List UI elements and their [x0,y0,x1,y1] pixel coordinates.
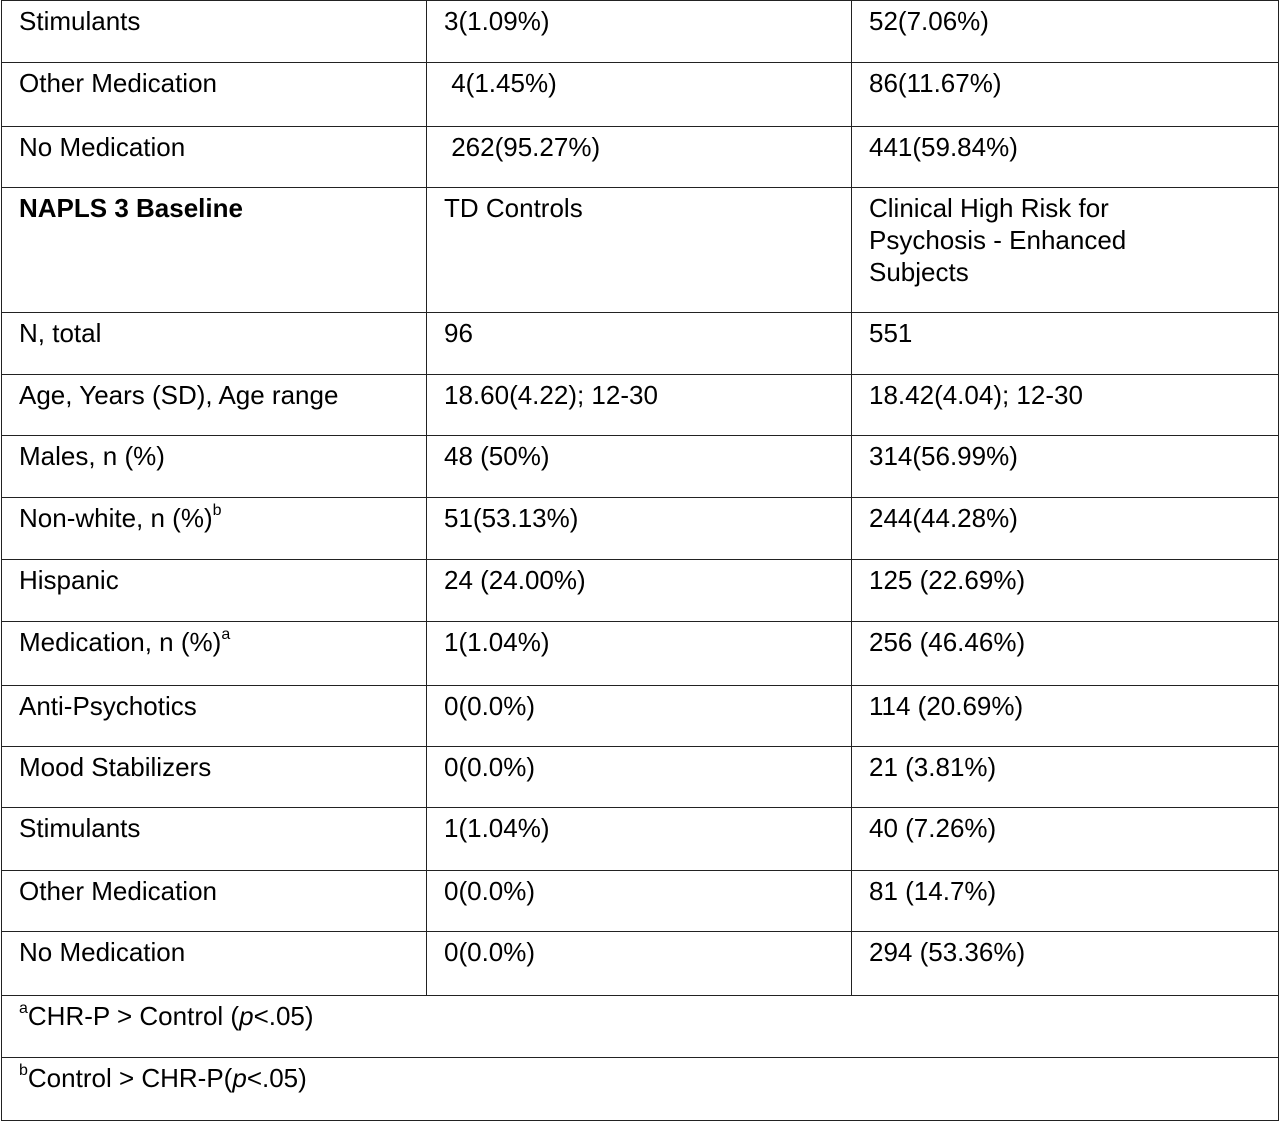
footnote-marker: a [19,1000,28,1018]
td-controls-value: 4(1.45%) [427,63,852,127]
table-row [2,436,1279,498]
td-controls-value: 24 (24.00%) [427,560,852,622]
td-controls-value: 0(0.0%) [427,871,852,932]
table-row [2,498,1279,560]
footnote-italic-p: p [239,1001,254,1031]
td-controls-value: 1(1.04%) [427,808,852,871]
row-label: No Medication [2,932,427,996]
table-row [2,560,1279,622]
footnote-italic-p: p [232,1063,247,1093]
row-label [2,498,427,560]
row-label: Anti-Psychotics [2,686,427,747]
row-label: Mood Stabilizers [2,747,427,808]
chr-value: 441(59.84%) [852,127,1279,188]
chr-value: 551 [852,313,1279,375]
row-label [2,622,427,686]
section-header-row [2,188,1279,313]
row-label: Stimulants [2,808,427,871]
footnote-text: Control > CHR-P( [27,1063,233,1093]
chr-value: 40 (7.26%) [852,808,1279,871]
table-row [2,63,1279,127]
row-label: Males, n (%) [2,436,427,498]
row-label: Stimulants [2,1,427,63]
row-label: N, total [2,313,427,375]
footnote-row [2,996,1279,1058]
row-label: Age, Years (SD), Age range [2,375,427,436]
footnote-b [2,1058,1279,1121]
table-row [2,686,1279,747]
td-controls-value: 51(53.13%) [427,498,852,560]
td-controls-value: 0(0.0%) [427,747,852,808]
table-row [2,871,1279,932]
row-label: Hispanic [2,560,427,622]
chr-value: 18.42(4.04); 12-30 [852,375,1279,436]
chr-value: 314(56.99%) [852,436,1279,498]
chr-value: 52(7.06%) [852,1,1279,63]
column-header-td-controls: TD Controls [427,188,852,313]
table-row [2,747,1279,808]
chr-value: 294 (53.36%) [852,932,1279,996]
footnote-text: <.05) [246,1063,307,1093]
chr-value: 81 (14.7%) [852,871,1279,932]
table-row [2,808,1279,871]
footnote-marker: b [212,502,222,520]
td-controls-value: 0(0.0%) [427,932,852,996]
row-label: Other Medication [2,871,427,932]
td-controls-value: 262(95.27%) [427,127,852,188]
td-controls-value: 3(1.09%) [427,1,852,63]
td-controls-value: 96 [427,313,852,375]
chr-value: 256 (46.46%) [852,622,1279,686]
footnote-row [2,1058,1279,1121]
footnote-a [2,996,1279,1058]
chr-value: 21 (3.81%) [852,747,1279,808]
chr-value: 125 (22.69%) [852,560,1279,622]
demographics-table [1,0,1279,1121]
table-row [2,375,1279,436]
td-controls-value: 18.60(4.22); 12-30 [427,375,852,436]
table-row [2,127,1279,188]
td-controls-value: 1(1.04%) [427,622,852,686]
chr-value: 114 (20.69%) [852,686,1279,747]
footnote-marker: b [19,1062,28,1080]
row-label: No Medication [2,127,427,188]
td-controls-value: 0(0.0%) [427,686,852,747]
footnote-text: <.05) [253,1001,314,1031]
table-row [2,1,1279,63]
section-title: NAPLS 3 Baseline [2,188,427,313]
table-row [2,622,1279,686]
chr-value: 86(11.67%) [852,63,1279,127]
footnote-text: CHR-P > Control ( [27,1001,240,1031]
column-header-chr: Clinical High Risk for Psychosis - Enhanced Subjects [852,188,1279,313]
row-label-text: Non-white, n (%) [19,503,213,533]
td-controls-value: 48 (50%) [427,436,852,498]
chr-value: 244(44.28%) [852,498,1279,560]
table-row [2,932,1279,996]
row-label-text: Medication, n (%) [19,627,222,657]
footnote-marker: a [221,626,231,644]
table-row [2,313,1279,375]
row-label: Other Medication [2,63,427,127]
